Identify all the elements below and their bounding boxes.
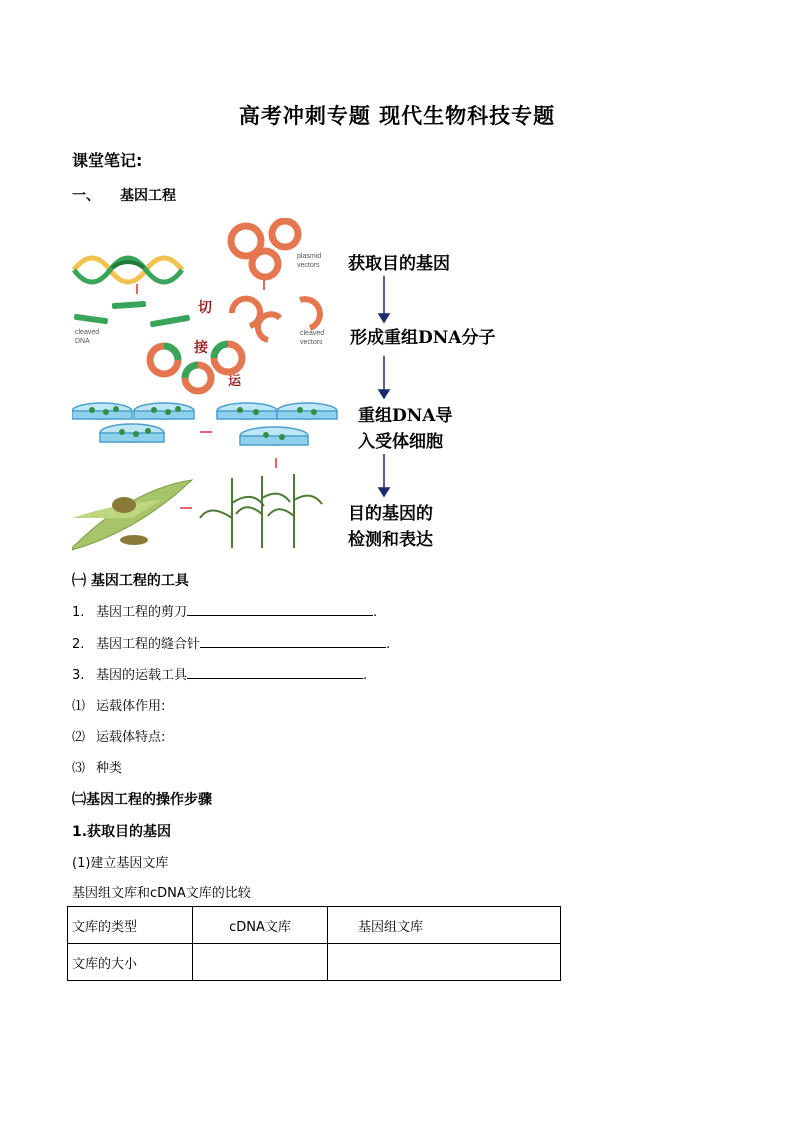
item-text: 基因的运载工具 (96, 668, 188, 683)
action-label: 切 (198, 300, 212, 316)
item-text: 基因工程的剪刀 (96, 605, 188, 620)
answer-blank[interactable] (200, 633, 386, 648)
table-cell[interactable] (328, 944, 561, 981)
sub-item (72, 757, 122, 776)
plasmid-icon (231, 221, 298, 277)
item-number: 3. (72, 668, 85, 683)
step-label: 目的基因的 (348, 504, 433, 524)
section-heading (72, 185, 176, 205)
answer-blank[interactable] (187, 601, 373, 616)
genetic-engineering-figure (72, 218, 512, 558)
sub-item (72, 726, 165, 745)
item-number: 1. (72, 605, 85, 620)
small-label: vectors (297, 262, 320, 269)
small-label: cleaved (75, 329, 100, 336)
item-number: 2. (72, 637, 85, 652)
section-title: 基因工程 (120, 188, 176, 204)
steps-heading: ㈡基因工程的操作步骤 (72, 792, 212, 808)
page-title: 高考冲刺专题 现代生物科技专题 (238, 104, 556, 128)
section-number: 一、 (72, 188, 100, 204)
small-label: DNA (75, 338, 90, 345)
small-label: vectors (300, 339, 323, 346)
item-text: 运载体特点: (96, 730, 166, 745)
corn-plant-icon (200, 474, 322, 548)
dna-helix-icon (74, 258, 182, 282)
item-end: . (363, 668, 368, 683)
item-text: 基因工程的缝合针 (96, 637, 201, 652)
step-label: 形成重组DNA分子 (350, 328, 496, 348)
table-caption: 基因组文库和cDNA文库的比较 (72, 886, 251, 901)
item-number: ⑴ (72, 699, 86, 714)
answer-blank[interactable] (187, 664, 363, 679)
tool-item (72, 664, 367, 683)
table-cell: 文库的大小 (68, 944, 193, 981)
item-end: . (386, 637, 391, 652)
table-row (68, 944, 561, 981)
tools-heading: ㈠ 基因工程的工具 (72, 573, 189, 589)
step-label: 检测和表达 (348, 530, 433, 550)
step1-heading: 1.获取目的基因 (72, 824, 172, 840)
item-end: . (373, 605, 378, 620)
flow-arrow-icon (379, 276, 389, 496)
table-cell: 基因组文库 (328, 907, 561, 944)
tool-item (72, 633, 390, 652)
table-cell[interactable] (193, 944, 328, 981)
tool-item (72, 601, 377, 620)
small-label: plasmid (297, 253, 322, 260)
step1-sub: (1)建立基因文库 (72, 856, 169, 871)
item-text: 种类 (96, 761, 123, 776)
small-label: cleaved (300, 330, 325, 337)
action-label: 运 (228, 374, 242, 389)
item-text: 运载体作用: (96, 699, 166, 714)
item-number: ⑵ (72, 730, 86, 745)
item-number: ⑶ (72, 761, 86, 776)
step-label: 获取目的基因 (348, 254, 450, 274)
table-row (68, 907, 561, 944)
action-label: 接 (194, 340, 208, 356)
notes-heading: 课堂笔记: (72, 151, 143, 170)
sub-item (72, 695, 165, 714)
cleaved-dna-icon (74, 301, 190, 328)
step-label: 重组DNA导 (358, 406, 453, 426)
comparison-table (67, 906, 561, 981)
table-cell: cDNA文库 (193, 907, 328, 944)
step-label: 入受体细胞 (358, 432, 443, 452)
table-cell: 文库的类型 (68, 907, 193, 944)
